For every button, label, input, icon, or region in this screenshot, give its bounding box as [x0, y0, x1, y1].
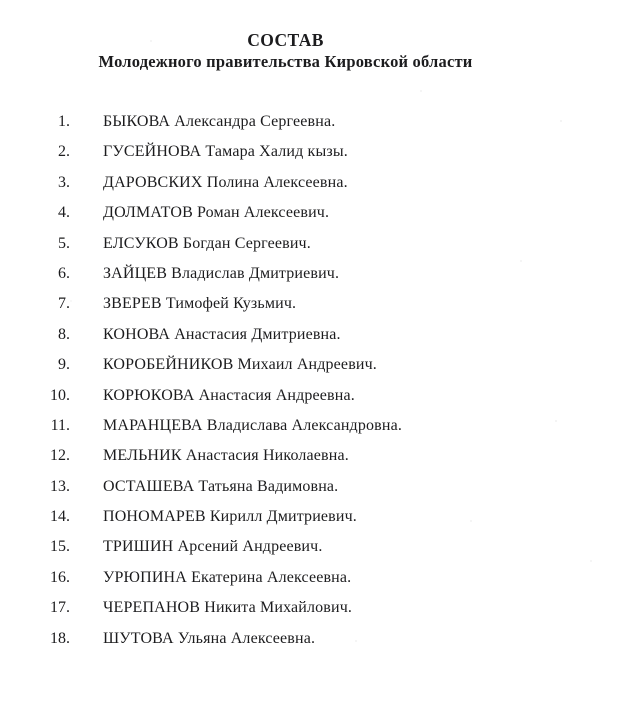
- list-item-name: ДОЛМАТОВ Роман Алексеевич.: [103, 204, 330, 222]
- list-item-number: 14.: [50, 508, 70, 526]
- list-item: [44, 598, 637, 628]
- list-item: [44, 386, 637, 416]
- list-item-name: ЗВЕРЕВ Тимофей Кузьмич.: [103, 295, 297, 313]
- document-title: СОСТАВ: [247, 30, 324, 50]
- list-item: [44, 446, 637, 476]
- document-subtitle: Молодежного правительства Кировской области: [98, 52, 473, 71]
- list-item: [44, 416, 637, 446]
- list-item: [44, 112, 637, 142]
- list-item-number: 13.: [50, 477, 70, 495]
- list-item-name: ГУСЕЙНОВА Тамара Халид кызы.: [103, 143, 348, 161]
- list-item: [44, 203, 637, 233]
- list-item-name: ОСТАШЕВА Татьяна Вадимовна.: [103, 477, 339, 495]
- list-item: [44, 355, 637, 385]
- list-item-name: КОНОВА Анастасия Дмитриевна.: [103, 325, 341, 343]
- list-item: [44, 234, 637, 264]
- list-item-name: ЕЛСУКОВ Богдан Сергеевич.: [103, 234, 311, 252]
- list-item-number: 8.: [58, 325, 70, 343]
- list-item-name: БЫКОВА Александра Сергеевна.: [103, 113, 336, 130]
- list-item-number: 10.: [50, 386, 70, 404]
- list-item-name: МЕЛЬНИК Анастасия Николаевна.: [103, 447, 349, 465]
- list-item-name: ПОНОМАРЕВ Кирилл Дмитриевич.: [103, 508, 357, 526]
- list-item-name: ЧЕРЕПАНОВ Никита Михайлович.: [103, 599, 353, 617]
- list-item: [44, 325, 637, 355]
- list-item-name: ДАРОВСКИХ Полина Алексеевна.: [103, 173, 348, 191]
- member-list: [0, 112, 637, 659]
- list-item-number: 1.: [58, 113, 70, 130]
- list-item-number: 9.: [58, 356, 70, 374]
- list-item: [44, 294, 637, 324]
- list-item-name: УРЮПИНА Екатерина Алексеевна.: [103, 568, 352, 586]
- list-item-name: КОРОБЕЙНИКОВ Михаил Андреевич.: [103, 356, 377, 374]
- list-item-number: 6.: [58, 264, 70, 282]
- list-item: [44, 629, 637, 659]
- list-item-name: МАРАНЦЕВА Владислава Александровна.: [103, 416, 402, 434]
- list-item-number: 2.: [58, 143, 70, 161]
- list-item-number: 7.: [58, 295, 70, 313]
- list-item: [44, 477, 637, 507]
- list-item: [44, 173, 637, 203]
- list-item: [44, 264, 637, 294]
- list-item-number: 17.: [50, 599, 70, 617]
- list-item-number: 12.: [50, 447, 70, 465]
- list-item-number: 5.: [58, 234, 70, 252]
- list-item-name: ЗАЙЦЕВ Владислав Дмитриевич.: [103, 264, 340, 282]
- list-item-number: 16.: [50, 568, 70, 586]
- list-item: [44, 142, 637, 172]
- list-item-name: ШУТОВА Ульяна Алексеевна.: [103, 629, 316, 647]
- document-header: [0, 0, 604, 72]
- list-item-number: 15.: [50, 538, 70, 556]
- list-item-number: 18.: [50, 629, 70, 647]
- list-item-number: 11.: [50, 416, 70, 434]
- list-item-number: 3.: [58, 173, 70, 191]
- list-item: [44, 537, 637, 567]
- list-item: [44, 507, 637, 537]
- list-item: [44, 568, 637, 598]
- list-item-name: КОРЮКОВА Анастасия Андреевна.: [103, 386, 355, 404]
- list-item-name: ТРИШИН Арсений Андреевич.: [103, 538, 323, 556]
- list-item-number: 4.: [58, 204, 70, 222]
